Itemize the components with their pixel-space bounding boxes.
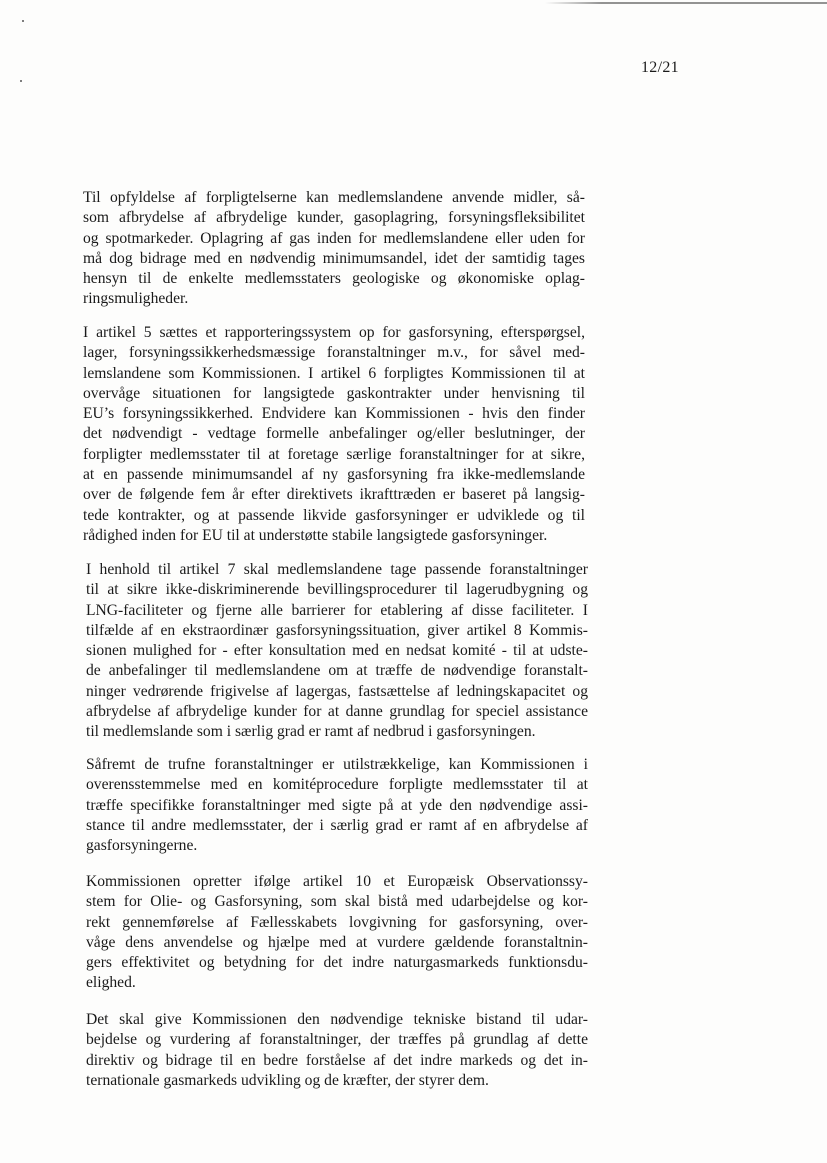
paragraph <box>86 560 588 743</box>
text-line: stem for Olie- og Gasforsyning, som skal bistå med udarbejdelse og kor- <box>86 893 588 911</box>
text-line: Såfremt de trufne foranstaltninger er utilstrækkelige, kan Kommissionen i <box>86 756 588 773</box>
text-line: og spotmarkeder. Oplagring af gas inden for medlemslandene eller uden for <box>83 229 585 247</box>
text-line: LNG-faciliteter og fjerne alle barrierer for etablering af disse faciliteter. I <box>86 601 588 619</box>
text-line: over de følgende fem år efter direktivets ikrafttræden er baseret på langsig- <box>83 486 585 504</box>
paragraph <box>83 323 585 546</box>
text-line: gers effektivitet og betydning for det indre naturgasmarkeds funktionsdu- <box>86 954 588 972</box>
scan-speck <box>20 80 22 82</box>
text-line: våge dens anvendelse og hjælpe med at vurdere gældende foranstaltnin- <box>86 933 588 951</box>
text-line: bejdelse og vurdering af foranstaltninger, der træffes på grundlag af dette <box>86 1031 588 1049</box>
text-line: ninger vedrørende frigivelse af lagergas, fastsættelse af ledningskapacitet og <box>86 682 588 700</box>
text-line: stance til andre medlemsstater, der i særlig grad er ramt af en afbrydelse af <box>86 816 588 834</box>
scan-edge-line <box>545 2 827 4</box>
paragraph <box>86 872 588 994</box>
text-line: EU’s forsyningssikkerhed. Endvidere kan Kommissionen - hvis den finder <box>83 405 585 423</box>
text-line: overvåge situationen for langsigtede gaskontrakter under henvisning til <box>83 384 585 402</box>
text-line: hensyn til de enkelte medlemsstaters geologiske og økonomiske oplag- <box>83 270 585 288</box>
text-line: elighed. <box>86 974 136 992</box>
text-line: de anbefalinger til medlemslandene om at træffe de nødvendige foranstalt- <box>86 662 588 680</box>
text-line: det nødvendigt - vedtage formelle anbefalinger og/eller beslutninger, der <box>83 425 585 443</box>
text-line: lager, forsyningssikkerhedsmæssige foranstaltninger m.v., for såvel med- <box>83 344 585 362</box>
text-line: Til opfyldelse af forpligtelserne kan medlemslandene anvende midler, så- <box>83 189 585 206</box>
text-line: gasforsyningerne. <box>86 837 198 855</box>
text-line: ternationale gasmarkeds udvikling og de kræfter, der styrer dem. <box>86 1071 489 1089</box>
text-line: må dog bidrage med en nødvendig minimumsandel, idet der samtidig tages <box>83 249 585 267</box>
text-line: ringsmuligheder. <box>83 290 189 308</box>
text-line: tede kontrakter, og at passende likvide gasforsyninger er udviklede og til <box>83 506 585 524</box>
text-line: direktiv og bidrage til en bedre forståelse af det indre markeds og det in- <box>86 1051 588 1069</box>
text-line: til at sikre ikke-diskriminerende bevillingsprocedurer til lagerudbygning og <box>86 581 588 599</box>
text-line: sionen mulighed for - efter konsultation med en nedsat komité - til at udste- <box>86 642 588 660</box>
paragraph <box>83 188 585 310</box>
text-line: Kommissionen opretter ifølge artikel 10 et Europæisk Observationssy- <box>86 873 588 890</box>
text-line: afbrydelse af afbrydelige kunder for at danne grundlag for speciel assistance <box>86 703 588 721</box>
text-line: I artikel 5 sættes et rapporteringssystem op for gasforsyning, efterspørgsel, <box>83 324 585 341</box>
text-line: forpligter medlemsstater til at foretage særlige foranstaltninger for at sikre, <box>83 445 585 463</box>
text-line: tilfælde af en ekstraordinær gasforsyningssituation, giver artikel 8 Kommis- <box>86 621 588 639</box>
text-line: rekt gennemførelse af Fællesskabets lovgivning for gasforsyning, over- <box>86 913 588 931</box>
text-line: I henhold til artikel 7 skal medlemslandene tage passende foranstaltninger <box>86 561 588 578</box>
text-line: træffe specifikke foranstaltninger med sigte på at yde den nødvendige assi- <box>86 796 588 814</box>
text-line: Det skal give Kommissionen den nødvendige tekniske bistand til udar- <box>86 1011 588 1028</box>
scan-speck <box>22 20 24 22</box>
text-line: overensstemmelse med en komitéprocedure forpligte medlemsstater til at <box>86 776 588 794</box>
text-line: som afbrydelse af afbrydelige kunder, gasoplagring, forsyningsfleksibilitet <box>83 209 585 227</box>
paragraph <box>86 1010 588 1091</box>
text-line: lemslandene som Kommissionen. I artikel 6 forpligtes Kommissionen til at <box>83 364 585 382</box>
page-number: 12/21 <box>641 59 679 76</box>
text-line: rådighed inden for EU til at understøtte stabile langsigtede gasforsyninger. <box>83 526 548 544</box>
text-line: at en passende minimumsandel af ny gasforsyning fra ikke-medlemslande <box>83 466 585 484</box>
paragraph <box>86 755 588 856</box>
text-line: til medlemslande som i særlig grad er ramt af nedbrud i gasforsyningen. <box>86 723 536 741</box>
